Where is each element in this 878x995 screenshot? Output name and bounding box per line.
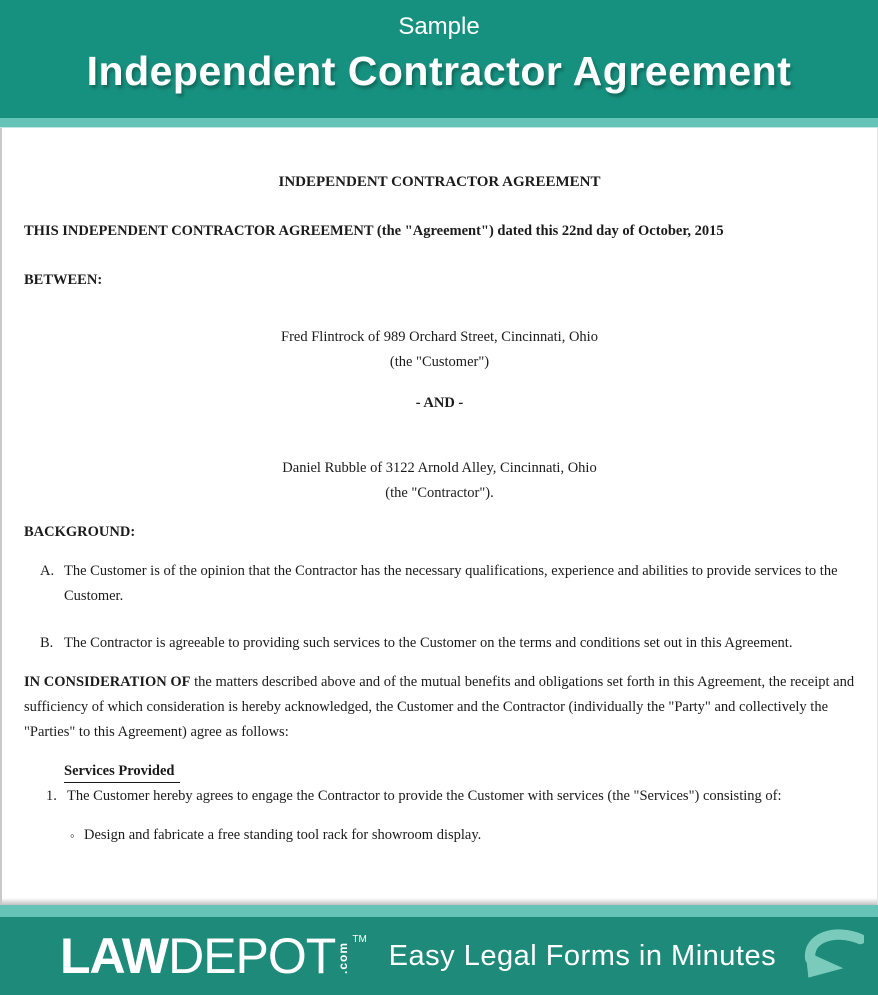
agreement-opening-line: THIS INDEPENDENT CONTRACTOR AGREEMENT (the "Agreement") dated this 22nd day of October, 2015: [24, 223, 724, 239]
list-marker: A.: [40, 563, 55, 579]
services-sub-item: [70, 823, 855, 848]
document-title: INDEPENDENT CONTRACTOR AGREEMENT: [278, 174, 601, 190]
list-marker: B.: [40, 635, 54, 651]
logo-depot-text: DEPOT: [168, 928, 336, 984]
logo-dot-com-text: .com: [336, 942, 351, 975]
customer-name-address: Fred Flintrock of 989 Orchard Street, Cincinnati, Ohio: [281, 329, 598, 345]
contractor-designation: (the "Contractor").: [385, 485, 494, 501]
list-item-text: Design and fabricate a free standing tool rack for showroom display.: [84, 827, 482, 843]
page-title: Independent Contractor Agreement: [86, 48, 792, 94]
customer-party-block: [24, 325, 855, 375]
contractor-name-address: Daniel Rubble of 3122 Arnold Alley, Cincinnati, Ohio: [282, 460, 597, 476]
divider-strip-top: [0, 118, 878, 128]
bullet-marker: ◦: [70, 828, 75, 843]
background-item-b: [40, 631, 855, 656]
list-item-text: The Customer is of the opinion that the Contractor has the necessary qualifications, experience and abilities to provide services to the Customer.: [64, 563, 838, 604]
divider-strip-bottom: [0, 905, 878, 917]
services-item-1: [46, 784, 855, 809]
services-provided-heading: [64, 759, 855, 784]
list-marker: 1.: [46, 788, 57, 804]
background-heading: BACKGROUND:: [24, 524, 136, 540]
consideration-text: the matters described above and of the mutual benefits and obligations set forth in this Agreement, the receipt and sufficiency of which consideration is hereby acknowledged, the Customer and the Contractor (individually the "Party" and collectively the "Parties" to this Agreement) agree as follows:: [24, 674, 855, 740]
curved-arrow-icon: [798, 927, 864, 985]
trademark-symbol: TM: [352, 934, 367, 945]
logo-law-text: LAW: [60, 928, 169, 984]
lawdepot-wordmark: [60, 930, 335, 982]
consideration-paragraph: [24, 670, 855, 745]
header-banner: [0, 0, 878, 118]
document-body: [0, 128, 878, 905]
consideration-bold-lead: IN CONSIDERATION OF: [24, 674, 191, 690]
sample-label: Sample: [398, 13, 480, 40]
footer-banner: [0, 917, 878, 995]
and-separator: - AND -: [415, 395, 464, 411]
footer-tagline: Easy Legal Forms in Minutes: [388, 939, 777, 972]
between-label: BETWEEN:: [24, 272, 103, 288]
services-provided-underlined: Services Provided: [64, 760, 180, 783]
contractor-party-block: [24, 456, 855, 506]
background-item-a: [40, 559, 855, 609]
customer-designation: (the "Customer"): [389, 354, 490, 370]
list-item-text: The Contractor is agreeable to providing such services to the Customer on the terms and conditions set out in this Agreement.: [64, 635, 793, 651]
list-item-text: The Customer hereby agrees to engage the Contractor to provide the Customer with services (the "Services") consisting of:: [67, 788, 782, 804]
lawdepot-logo[interactable]: [60, 930, 367, 982]
